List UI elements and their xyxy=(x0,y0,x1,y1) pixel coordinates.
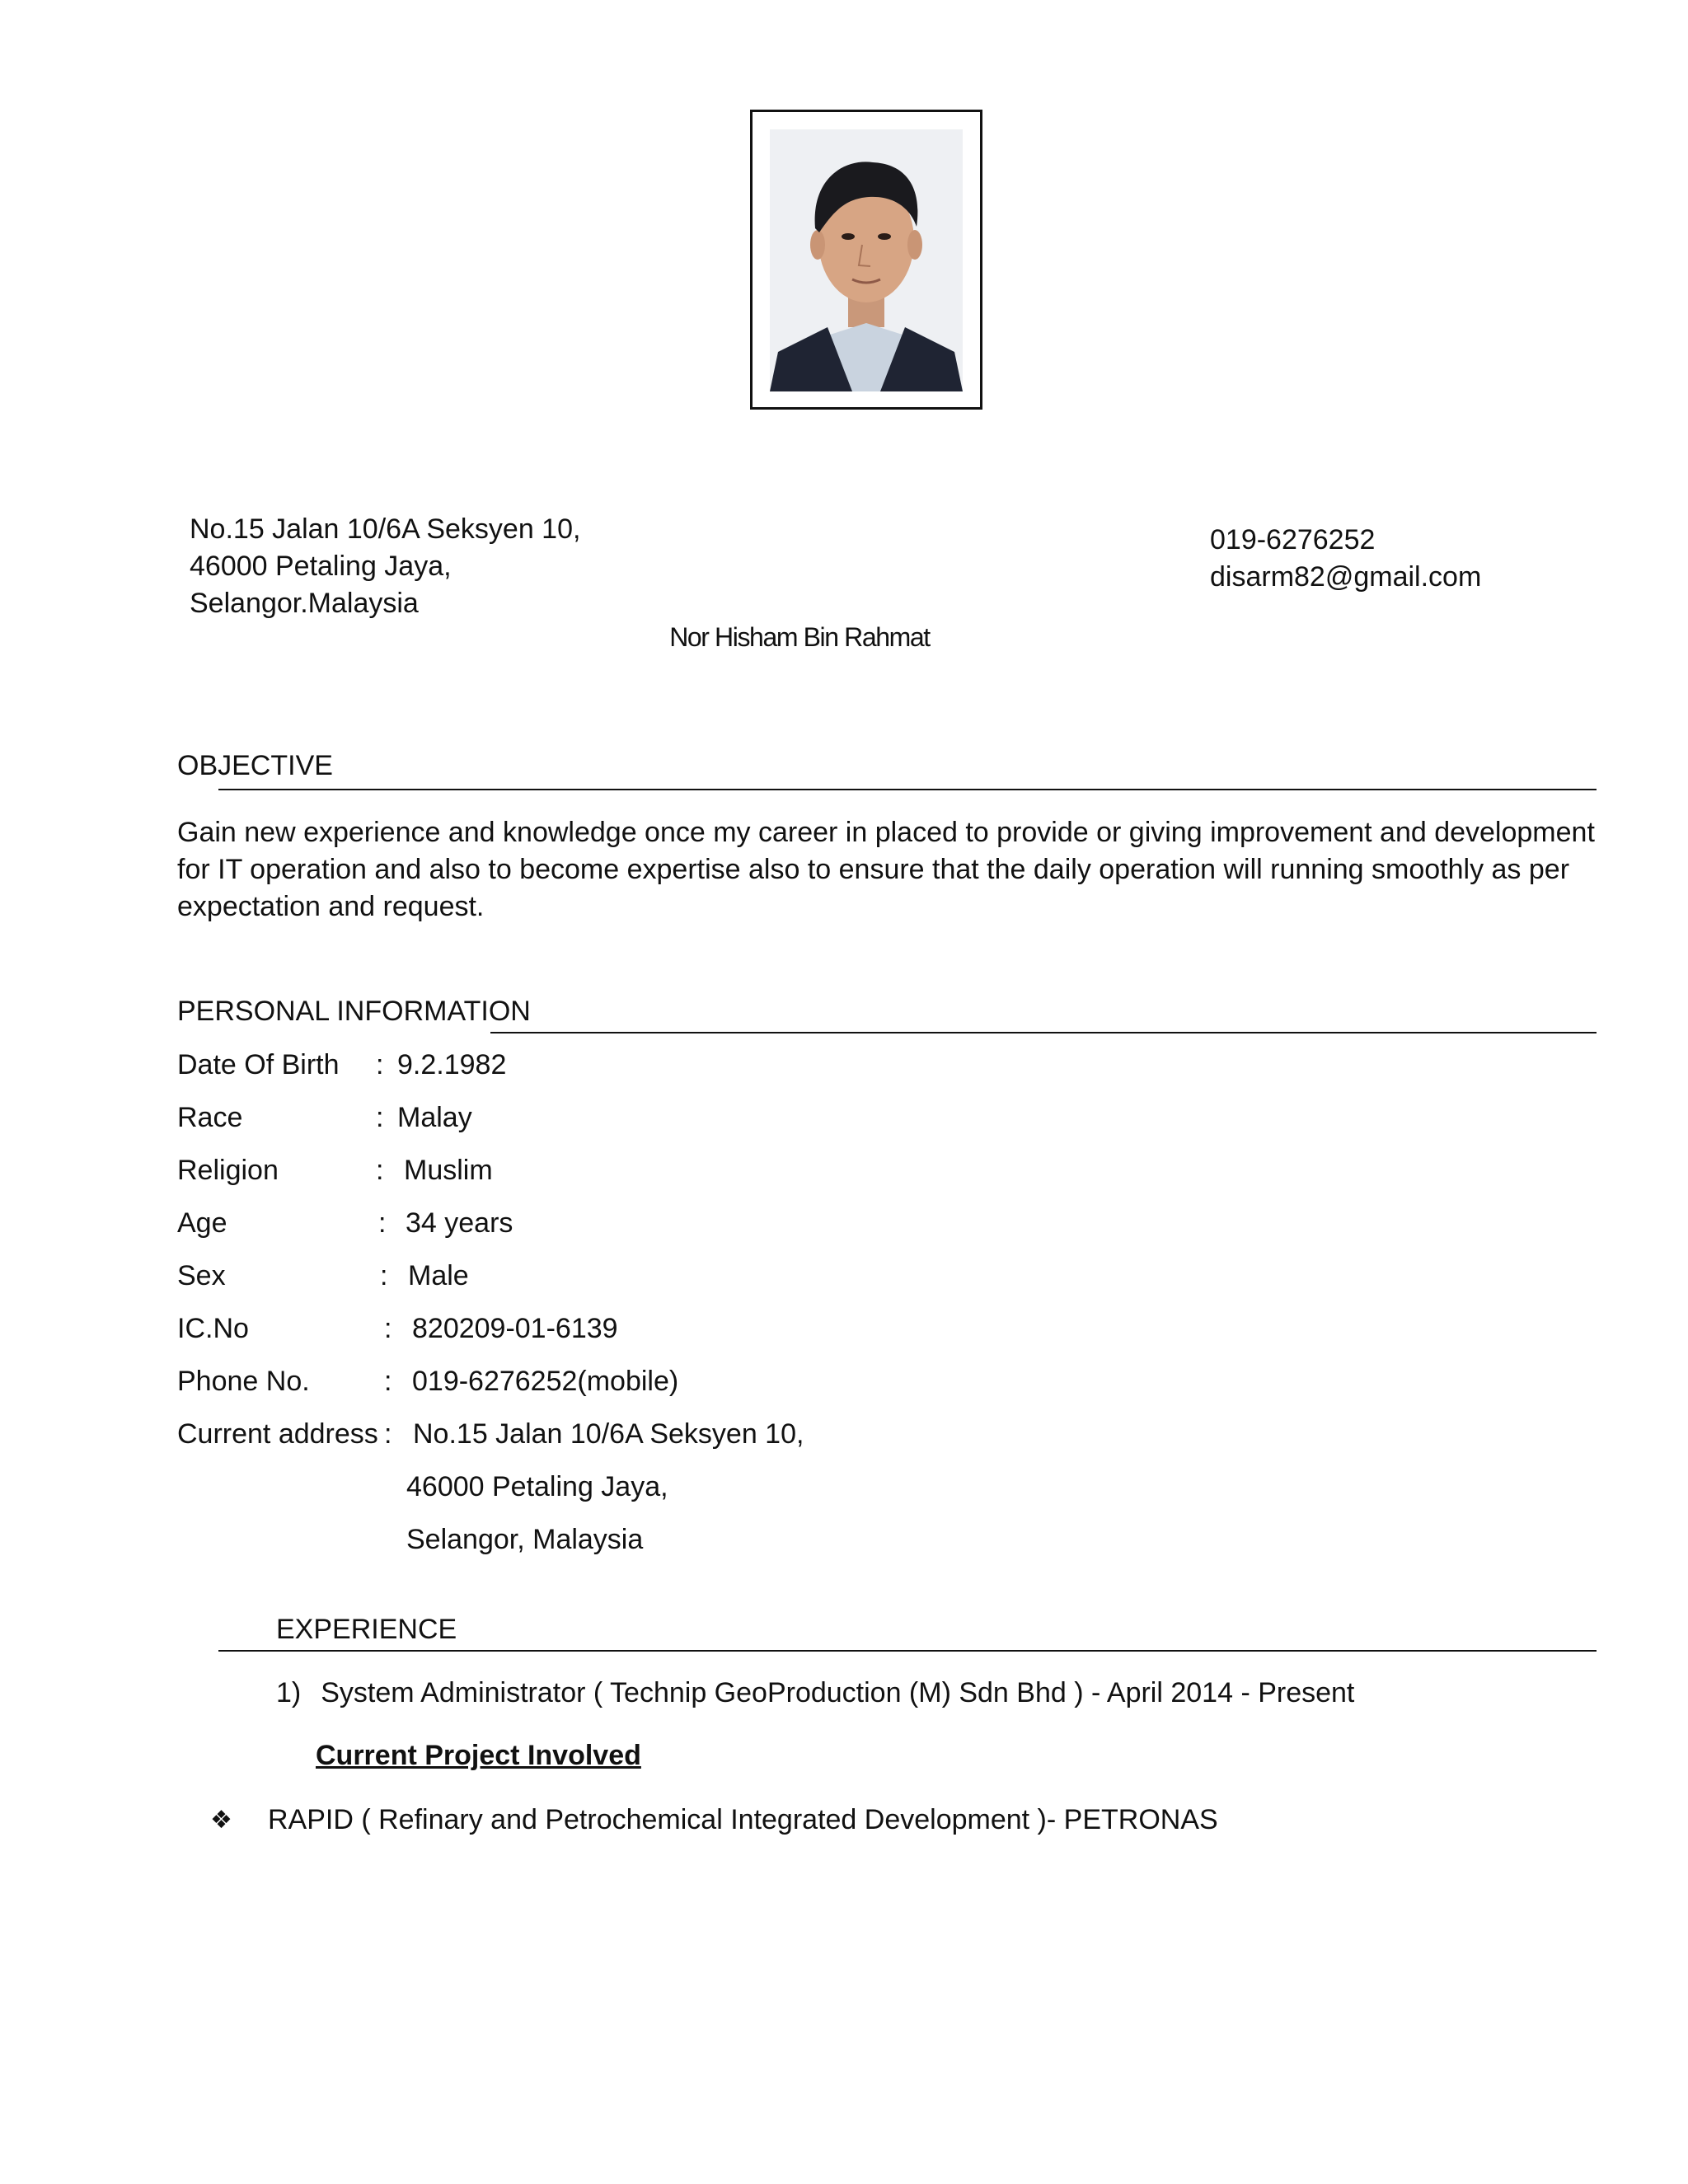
label-religion: Religion xyxy=(177,1155,279,1186)
header-contact xyxy=(1210,522,1481,596)
candidate-name: Nor Hisham Bin Rahmat xyxy=(669,622,930,652)
section-title-experience: EXPERIENCE xyxy=(276,1614,457,1645)
label-current-address: Current address xyxy=(177,1418,378,1450)
label-race: Race xyxy=(177,1102,243,1133)
value-religion: Muslim xyxy=(404,1155,493,1186)
colon: : xyxy=(384,1366,392,1397)
diamond-bullet-icon: ❖ xyxy=(210,1807,232,1834)
label-date-of-birth: Date Of Birth xyxy=(177,1049,340,1080)
value-phone-no: 019-6276252(mobile) xyxy=(412,1366,679,1397)
colon: : xyxy=(384,1418,392,1450)
colon: : xyxy=(378,1207,387,1239)
colon: : xyxy=(376,1049,384,1080)
section-title-personal-information: PERSONAL INFORMATION xyxy=(177,996,531,1027)
colon: : xyxy=(376,1102,384,1133)
profile-photo xyxy=(750,110,982,410)
colon: : xyxy=(384,1313,392,1344)
experience-item xyxy=(276,1675,1354,1712)
project-heading: Current Project Involved xyxy=(316,1740,641,1771)
project-item: RAPID ( Refinary and Petrochemical Integrated Development )- PETRONAS xyxy=(268,1804,1218,1835)
address-line: No.15 Jalan 10/6A Seksyen 10, xyxy=(190,513,581,545)
value-ic-no: 820209-01-6139 xyxy=(412,1313,618,1344)
header-address xyxy=(190,511,580,622)
value-race: Malay xyxy=(397,1102,472,1133)
portrait-image xyxy=(770,129,963,391)
colon: : xyxy=(380,1260,388,1291)
value-date-of-birth: 9.2.1982 xyxy=(397,1049,507,1080)
section-divider xyxy=(218,789,1597,790)
objective-text: Gain new experience and knowledge once my career in placed to provide or giving improvement and development for IT operation and also to become expertise also to ensure that the daily operation will running smoothly as per expectation and request. xyxy=(177,817,1595,922)
experience-item-number: 1) xyxy=(276,1677,302,1708)
section-divider xyxy=(490,1032,1597,1033)
value-sex: Male xyxy=(408,1260,469,1291)
section-title-objective: OBJECTIVE xyxy=(177,750,333,781)
address-line: 46000 Petaling Jaya, xyxy=(190,551,452,582)
colon: : xyxy=(376,1155,384,1186)
label-phone-no: Phone No. xyxy=(177,1366,310,1397)
label-sex: Sex xyxy=(177,1260,226,1291)
value-current-address-line-3: Selangor, Malaysia xyxy=(406,1524,644,1555)
label-ic-no: IC.No xyxy=(177,1313,249,1344)
address-line: Selangor.Malaysia xyxy=(190,588,419,619)
label-age: Age xyxy=(177,1207,227,1239)
header-phone: 019-6276252 xyxy=(1210,524,1376,555)
section-divider xyxy=(218,1650,1597,1652)
value-current-address: No.15 Jalan 10/6A Seksyen 10, xyxy=(413,1418,804,1450)
header-email: disarm82@gmail.com xyxy=(1210,561,1482,593)
experience-item-text: System Administrator ( Technip GeoProduction (M) Sdn Bhd ) - April 2014 - Present xyxy=(321,1677,1355,1708)
value-current-address-line-2: 46000 Petaling Jaya, xyxy=(406,1471,668,1502)
value-age: 34 years xyxy=(406,1207,513,1239)
